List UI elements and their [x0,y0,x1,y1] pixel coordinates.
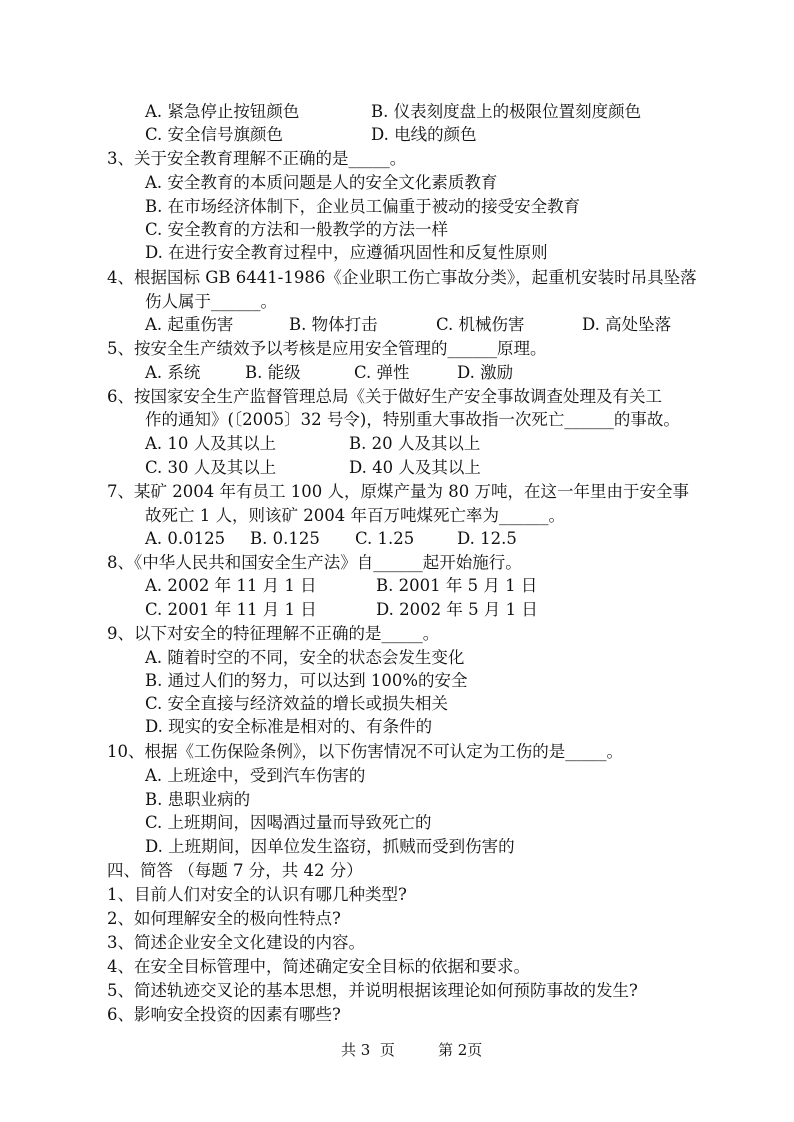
section4-question-6: 6、影响安全投资的因素有哪些? [107,1005,341,1024]
q2-option-d: D. 电线的颜色 [371,125,477,144]
section4-question-5: 5、简述轨迹交叉论的基本思想，并说明根据该理论如何预防事故的发生? [107,981,638,1000]
q3-stem: 3、关于安全教育理解不正确的是_____。 [107,149,407,168]
q9-option-a: A. 随着时空的不同，安全的状态会发生变化 [145,648,465,667]
q7-stem-line2: 故死亡 1 人，则该矿 2004 年百万吨煤死亡率为______。 [145,506,565,525]
section4-heading: 四、简答 （每题 7 分，共 42 分） [107,861,363,880]
q7-option-b: B. 0.125 [250,529,320,548]
section4-question-3: 3、简述企业安全文化建设的内容。 [107,933,365,952]
footer-total-pages: 共 3 页 [341,1041,395,1059]
q10-stem: 10、根据《工伤保险条例》，以下伤害情况不可认定为工伤的是_____。 [107,742,623,761]
q5-stem: 5、按安全生产绩效予以考核是应用安全管理的______原理。 [107,339,547,358]
q9-option-c: C. 安全直接与经济效益的增长或损失相关 [145,694,449,713]
q7-option-a: A. 0.0125 [145,529,226,548]
q8-stem: 8、《中华人民共和国安全生产法》自______起开始施行。 [107,553,522,572]
q8-option-a: A. 2002 年 11 月 1 日 [145,576,317,595]
q4-option-c: C. 机械伤害 [436,315,525,334]
section4-question-2: 2、如何理解安全的极向性特点? [107,909,341,928]
q6-stem-line1: 6、按国家安全生产监督管理总局《关于做好生产安全事故调查处理及有关工 [107,387,662,406]
q10-option-c: C. 上班期间，因喝酒过量而导致死亡的 [145,813,432,832]
q6-option-a: A. 10 人及其以上 [145,434,277,453]
q2-option-a: A. 紧急停止按钮颜色 [145,102,300,121]
q4-stem-line2: 伤人属于______。 [145,292,277,311]
q8-option-c: C. 2001 年 11 月 1 日 [145,600,317,619]
q7-option-d: D. 12.5 [457,529,517,548]
q5-option-c: C. 弹性 [354,363,410,382]
q6-option-d: D. 40 人及其以上 [349,458,481,477]
q4-stem-line1: 4、根据国标 GB 6441-1986《企业职工伤亡事故分类》，起重机安装时吊具坠落 [107,268,697,287]
q3-option-d: D. 在进行安全教育过程中，应遵循巩固性和反复性原则 [145,243,548,262]
q5-option-a: A. 系统 [145,363,201,382]
q8-option-b: B. 2001 年 5 月 1 日 [376,576,538,595]
q4-option-d: D. 高处坠落 [582,315,672,334]
q8-option-d: D. 2002 年 5 月 1 日 [376,600,538,619]
q2-option-c: C. 安全信号旗颜色 [145,125,284,144]
q9-option-d: D. 现实的安全标准是相对的、有条件的 [145,717,433,736]
q6-stem-line2: 作的通知》(〔2005〕32 号令)，特别重大事故指一次死亡______的事故。 [145,410,680,429]
q10-option-d: D. 上班期间，因单位发生盗窃，抓贼而受到伤害的 [145,837,515,856]
footer-current-page: 第 2页 [438,1041,483,1059]
q6-option-c: C. 30 人及其以上 [145,458,277,477]
q10-option-a: A. 上班途中，受到汽车伤害的 [145,766,366,785]
q3-option-c: C. 安全教育的方法和一般教学的方法一样 [145,220,449,239]
q5-option-d: D. 激励 [457,363,514,382]
q6-option-b: B. 20 人及其以上 [349,434,481,453]
q9-stem: 9、以下对安全的特征理解不正确的是_____。 [107,624,440,643]
q5-option-b: B. 能级 [245,363,301,382]
section4-question-1: 1、目前人们对安全的认识有哪几种类型? [107,885,407,904]
q2-option-b: B. 仪表刻度盘上的极限位置刻度颜色 [371,102,642,121]
q9-option-b: B. 通过人们的努力，可以达到 100%的安全 [145,671,468,690]
q3-option-b: B. 在市场经济体制下，企业员工偏重于被动的接受安全教育 [145,197,581,216]
q3-option-a: A. 安全教育的本质问题是人的安全文化素质教育 [145,173,498,192]
q7-option-c: C. 1.25 [355,529,415,548]
q10-option-b: B. 患职业病的 [145,790,251,809]
q4-option-b: B. 物体打击 [289,315,378,334]
section4-question-4: 4、在安全目标管理中，简述确定安全目标的依据和要求。 [107,957,530,976]
q7-stem-line1: 7、某矿 2004 年有员工 100 人，原煤产量为 80 万吨，在这一年里由于安全事 [107,482,689,501]
q4-option-a: A. 起重伤害 [145,315,234,334]
